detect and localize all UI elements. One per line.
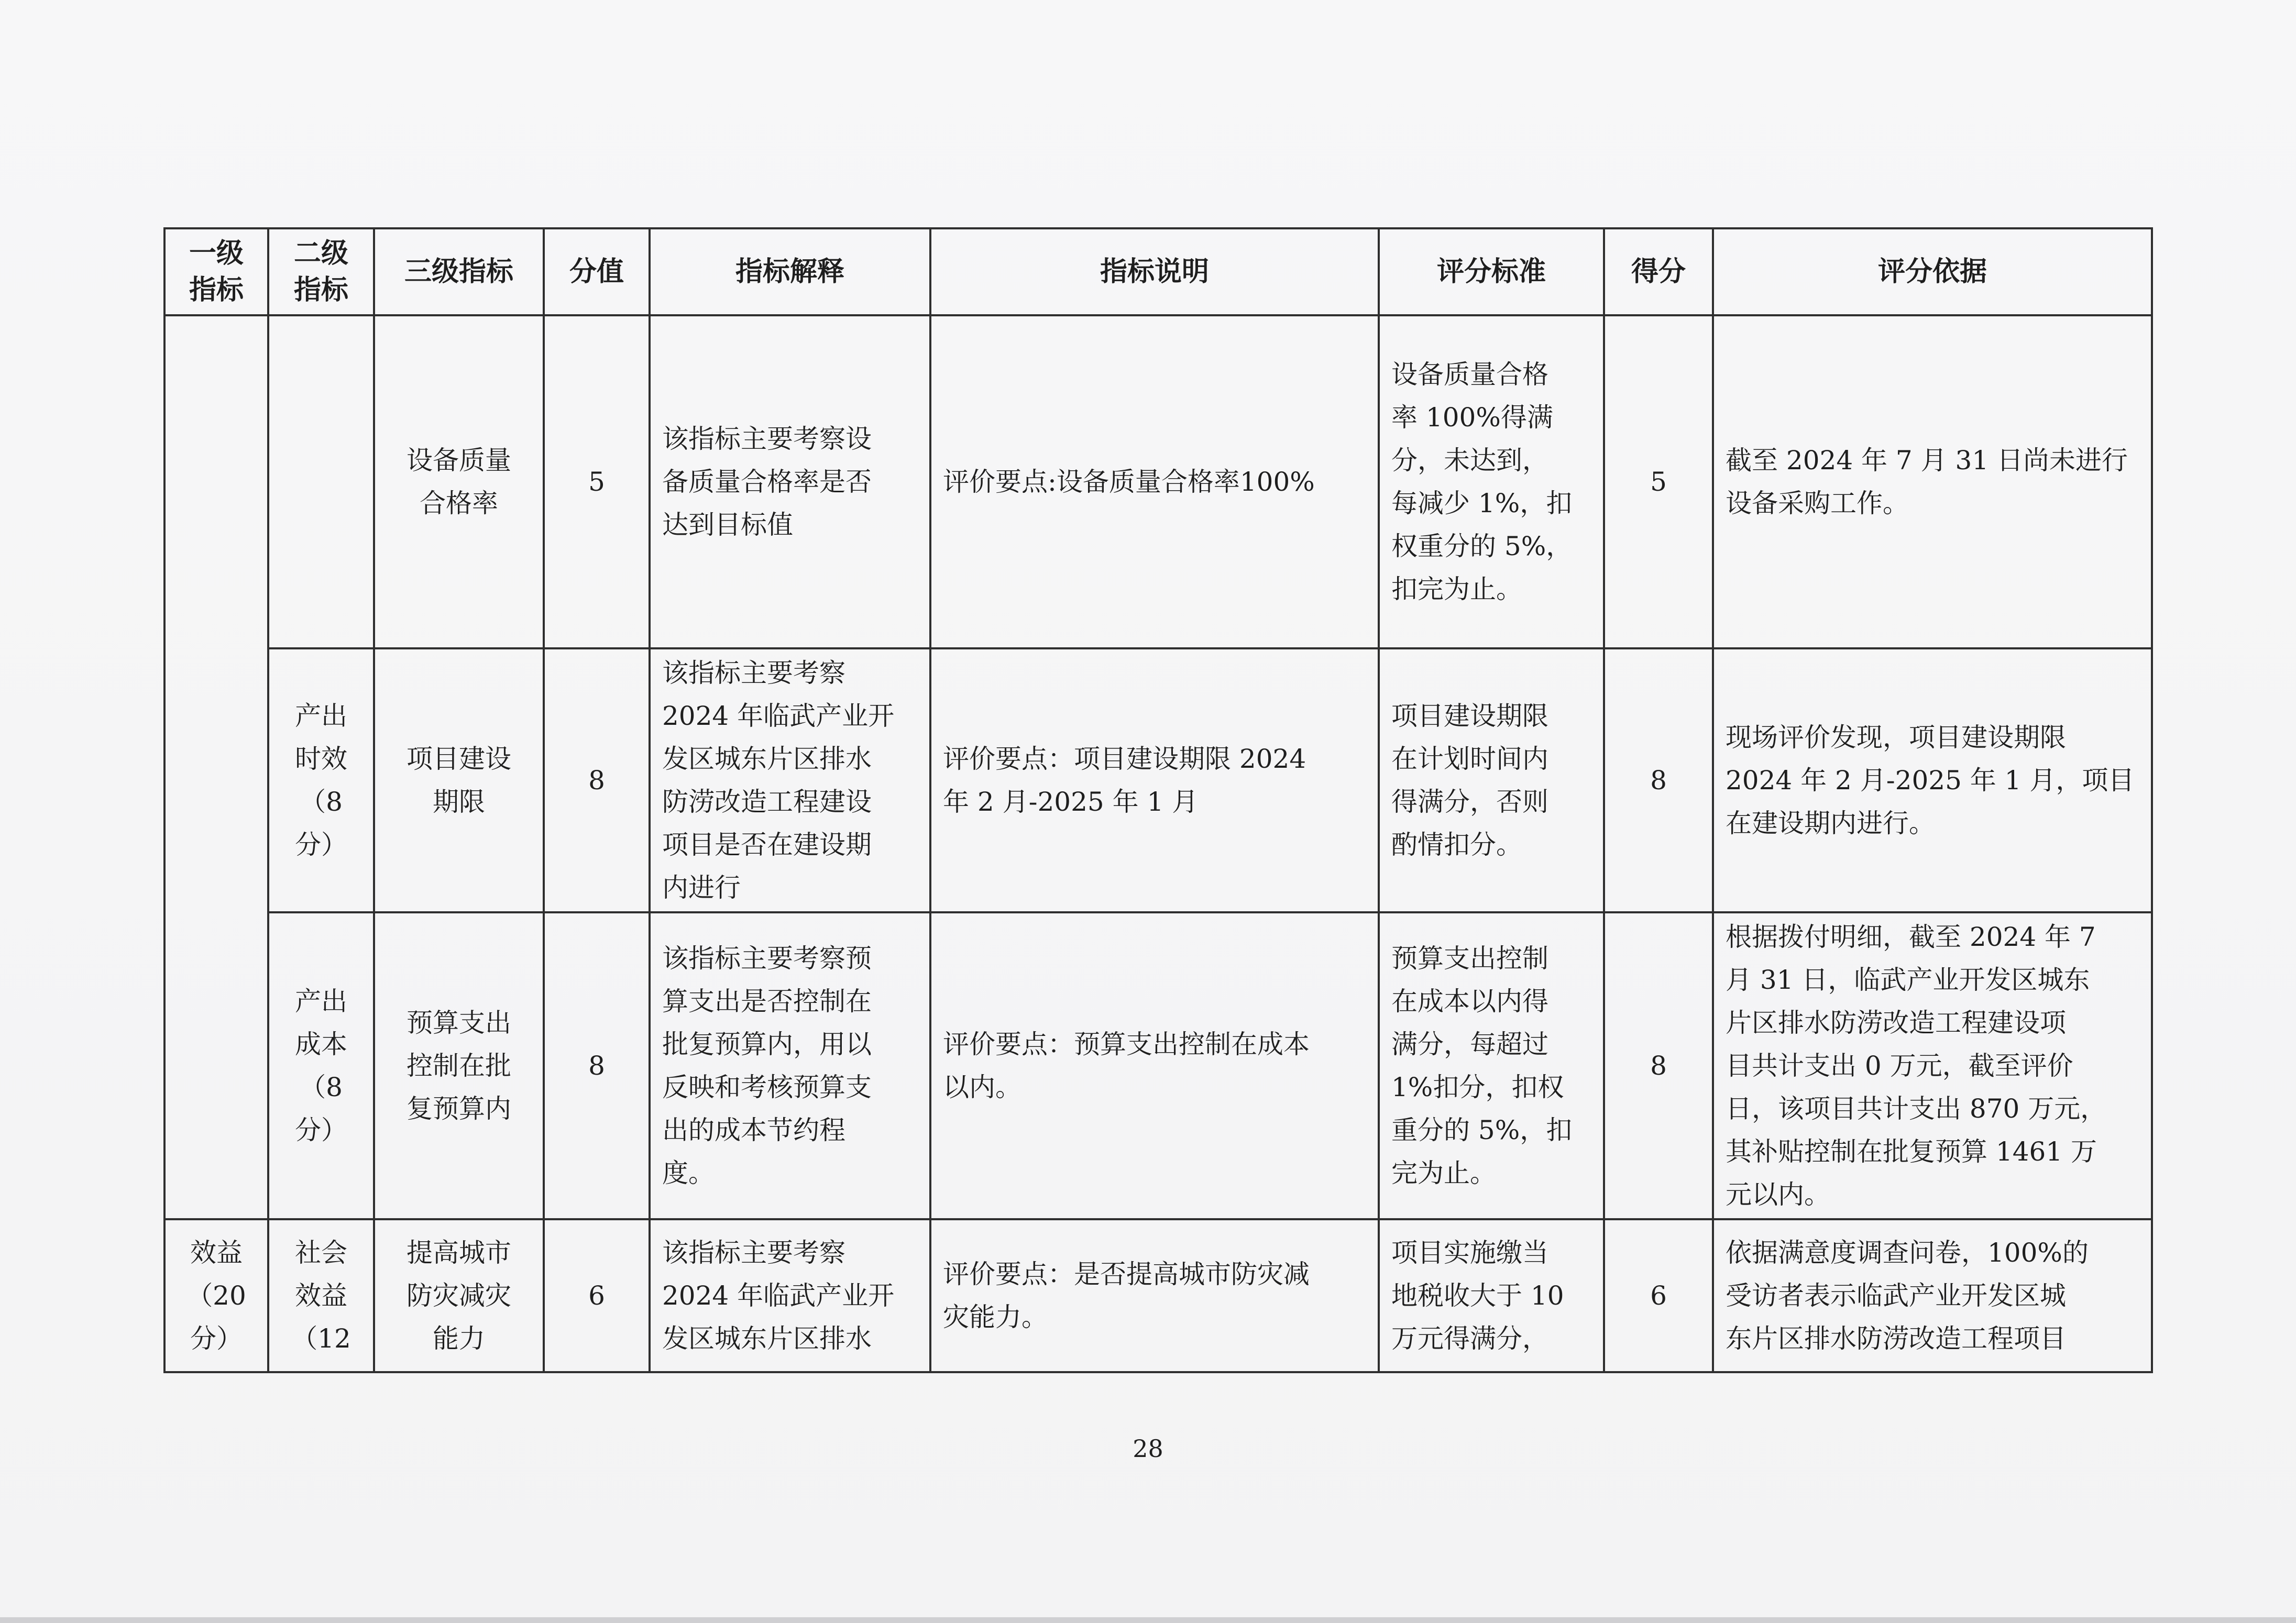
header-level3: 三级指标 [374, 228, 544, 315]
standard-cell: 项目建设期限 在计划时间内 得满分，否则 酌情扣分。 [1379, 648, 1604, 912]
score-value-cell: 8 [544, 648, 650, 912]
header-description: 指标说明 [930, 228, 1379, 315]
score-value-cell: 5 [544, 315, 650, 648]
basis-cell: 根据拨付明细，截至 2024 年 7 月 31 日，临武产业开发区城东 片区排水防涝改造工程建设项 目共计支出 0 万元，截至评价 日，该项目共计支出 870 万元， 其补贴控制在批复预算 1461 万 元以内。 [1713, 912, 2152, 1219]
score-cell: 6 [1604, 1219, 1713, 1372]
header-standard: 评分标准 [1379, 228, 1604, 315]
level3-cell: 设备质量 合格率 [374, 315, 544, 648]
level1-cell: 效益 （20 分） [164, 1219, 268, 1372]
header-score: 得分 [1604, 228, 1713, 315]
explanation-cell: 该指标主要考察 2024 年临武产业开 发区城东片区排水 防涝改造工程建设 项目是否在建设期 内进行 [650, 648, 930, 912]
basis-cell: 截至 2024 年 7 月 31 日尚未进行 设备采购工作。 [1713, 315, 2152, 648]
explanation-cell: 该指标主要考察 2024 年临武产业开 发区城东片区排水 [650, 1219, 930, 1372]
description-cell: 评价要点：项目建设期限 2024 年 2 月-2025 年 1 月 [930, 648, 1379, 912]
evaluation-table [163, 227, 2153, 1373]
table-row [164, 912, 2152, 1219]
explanation-cell: 该指标主要考察预 算支出是否控制在 批复预算内，用以 反映和考核预算支 出的成本节约程 度。 [650, 912, 930, 1219]
header-level1: 一级 指标 [164, 228, 268, 315]
level2-cell-empty [268, 315, 374, 648]
score-value-cell: 8 [544, 912, 650, 1219]
score-cell: 8 [1604, 648, 1713, 912]
description-cell: 评价要点：预算支出控制在成本 以内。 [930, 912, 1379, 1219]
description-cell: 评价要点：是否提高城市防灾减 灾能力。 [930, 1219, 1379, 1372]
standard-cell: 设备质量合格 率 100%得满 分，未达到， 每减少 1%，扣 权重分的 5%， 扣完为止。 [1379, 315, 1604, 648]
header-score-value: 分值 [544, 228, 650, 315]
score-cell: 8 [1604, 912, 1713, 1219]
page-number: 28 [1133, 1434, 1163, 1463]
header-basis: 评分依据 [1713, 228, 2152, 315]
table-row [164, 1219, 2152, 1372]
score-value-cell: 6 [544, 1219, 650, 1372]
explanation-cell: 该指标主要考察设 备质量合格率是否 达到目标值 [650, 315, 930, 648]
score-cell: 5 [1604, 315, 1713, 648]
standard-cell: 预算支出控制 在成本以内得 满分，每超过 1%扣分，扣权 重分的 5%，扣 完为止。 [1379, 912, 1604, 1219]
level3-cell: 预算支出 控制在批 复预算内 [374, 912, 544, 1219]
basis-cell: 现场评价发现，项目建设期限 2024 年 2 月-2025 年 1 月，项目 在建设期内进行。 [1713, 648, 2152, 912]
table-header-row [164, 228, 2152, 315]
description-cell: 评价要点:设备质量合格率100% [930, 315, 1379, 648]
basis-cell: 依据满意度调查问卷，100%的 受访者表示临武产业开发区城 东片区排水防涝改造工程项目 [1713, 1219, 2152, 1372]
level2-cell: 社会 效益 （12 [268, 1219, 374, 1372]
level3-cell: 提高城市 防灾减灾 能力 [374, 1219, 544, 1372]
level1-cell-empty [164, 315, 268, 1219]
scan-edge-band [0, 1617, 2296, 1623]
table-row [164, 648, 2152, 912]
header-level2: 二级 指标 [268, 228, 374, 315]
level2-cell: 产出 时效 （8 分） [268, 648, 374, 912]
table-row [164, 315, 2152, 648]
header-explanation: 指标解释 [650, 228, 930, 315]
level3-cell: 项目建设 期限 [374, 648, 544, 912]
standard-cell: 项目实施缴当 地税收大于 10 万元得满分， [1379, 1219, 1604, 1372]
level2-cell: 产出 成本 （8 分） [268, 912, 374, 1219]
